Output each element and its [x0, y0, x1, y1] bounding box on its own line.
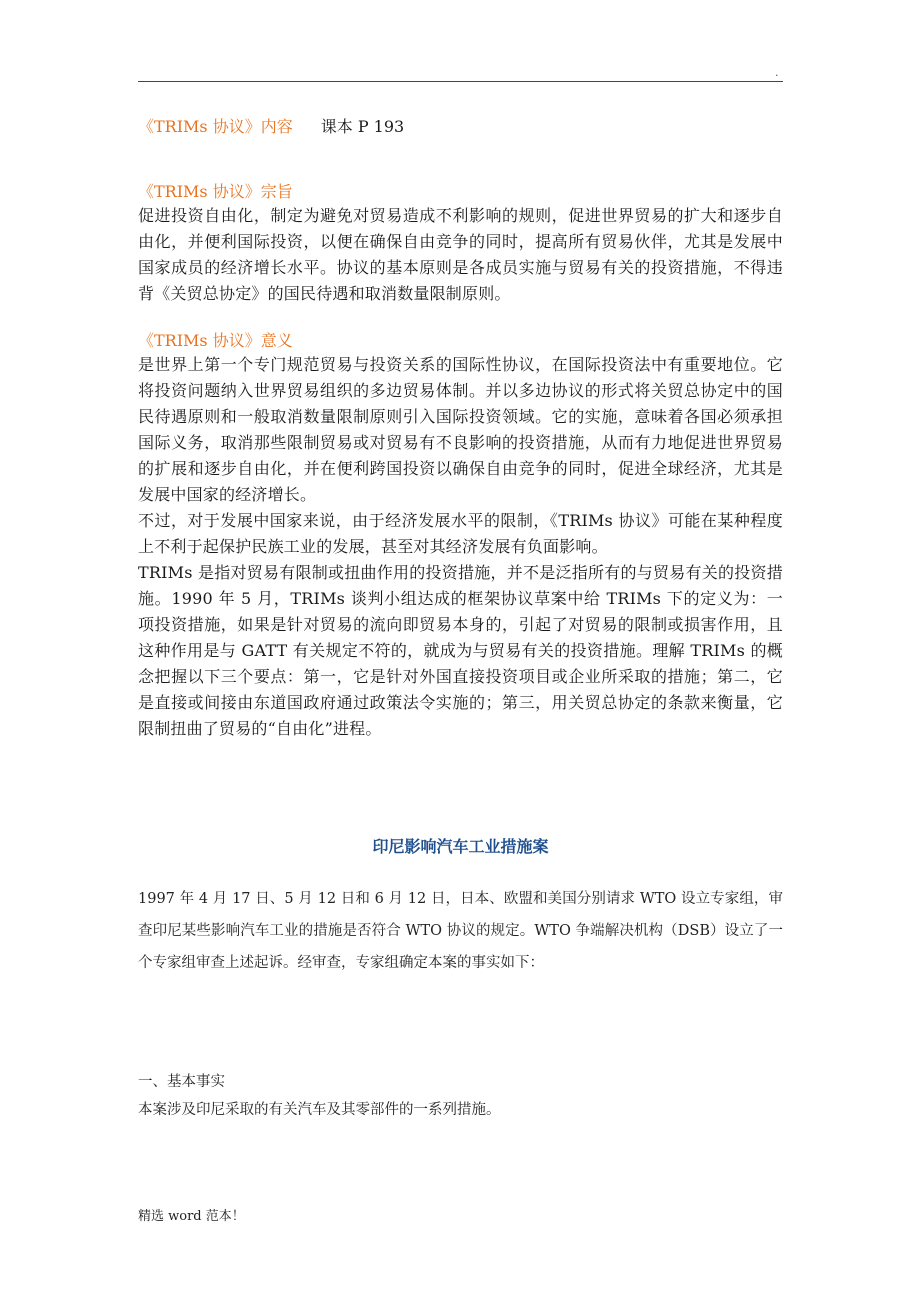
purpose-heading: 《TRIMs 协议》宗旨	[138, 182, 293, 201]
purpose-body: 促进投资自由化，制定为避免对贸易造成不利影响的规则，促进世界贸易的扩大和逐步自由化，并便利国际投资，以便在确保自由竞争的同时，提高所有贸易伙伴，尤其是发展中国家成员的经济增长水平。协议的基本原则是各成员实施与贸易有关的投资措施，不得违背《关贸总协定》的国民待遇和取消数量限制原则。	[138, 206, 783, 303]
section-contents	[138, 116, 783, 138]
case-facts-block	[138, 1070, 783, 1122]
contents-heading: 《TRIMs 协议》内容	[138, 117, 293, 136]
case-intro: 1997 年 4 月 17 日、5 月 12 日和 6 月 12 日，日本、欧盟和美国分别请求 WTO 设立专家组，审查印尼某些影响汽车工业的措施是否符合 WTO 协议的规定。WTO 争端解决机构（DSB）设立了一个专家组审查上述起诉。经审查，专家组确定本案的事实如下：	[138, 891, 783, 971]
contents-heading-line	[138, 116, 783, 138]
textbook-reference: 课本 P 193	[320, 117, 405, 136]
facts-heading: 一、基本事实	[138, 1074, 225, 1090]
case-intro-block	[138, 883, 783, 979]
section-significance	[138, 330, 783, 742]
significance-body-1: 是世界上第一个专门规范贸易与投资关系的国际性协议，在国际投资法中有重要地位。它将投资问题纳入世界贸易组织的多边贸易体制。并以多边协议的形式将关贸总协定中的国民待遇原则和一般取消数量限制原则引入国际投资领域。它的实施，意味着各国必须承担国际义务，取消那些限制贸易或对贸易有不良影响的投资措施，从而有力地促进世界贸易的扩展和逐步自由化，并在便利跨国投资以确保自由竞争的同时，促进全球经济，尤其是发展中国家的经济增长。	[138, 355, 783, 504]
header-dot: .	[775, 66, 779, 79]
significance-body-3: TRIMs 是指对贸易有限制或扭曲作用的投资措施，并不是泛指所有的与贸易有关的投资措施。1990 年 5 月，TRIMs 谈判小组达成的框架协议草案中给 TRIMs 下的定义为：一项投资措施，如果是针对贸易的流向即贸易本身的，引起了对贸易的限制或损害作用，且这种作用是与 GATT 有关规定不符的，就成为与贸易有关的投资措施。理解 TRIMs 的概念把握以下三个要点：第一，它是针对外国直接投资项目或企业所采取的措施；第二，它是直接或间接由东道国政府通过政策法令实施的；第三，用关贸总协定的条款来衡量，它限制扭曲了贸易的“自由化”进程。	[138, 563, 783, 738]
case-title: 印尼影响汽车工业措施案	[372, 837, 549, 856]
footer-note: 精选 word 范本！	[138, 1209, 245, 1224]
section-purpose	[138, 181, 783, 307]
facts-body: 本案涉及印尼采取的有关汽车及其零部件的一系列措施。	[138, 1102, 501, 1118]
header-rule	[138, 81, 783, 82]
significance-heading: 《TRIMs 协议》意义	[138, 331, 293, 350]
significance-body-2: 不过，对于发展中国家来说，由于经济发展水平的限制，《TRIMs 协议》可能在某种程度上不利于起保护民族工业的发展，甚至对其经济发展有负面影响。	[138, 511, 783, 556]
